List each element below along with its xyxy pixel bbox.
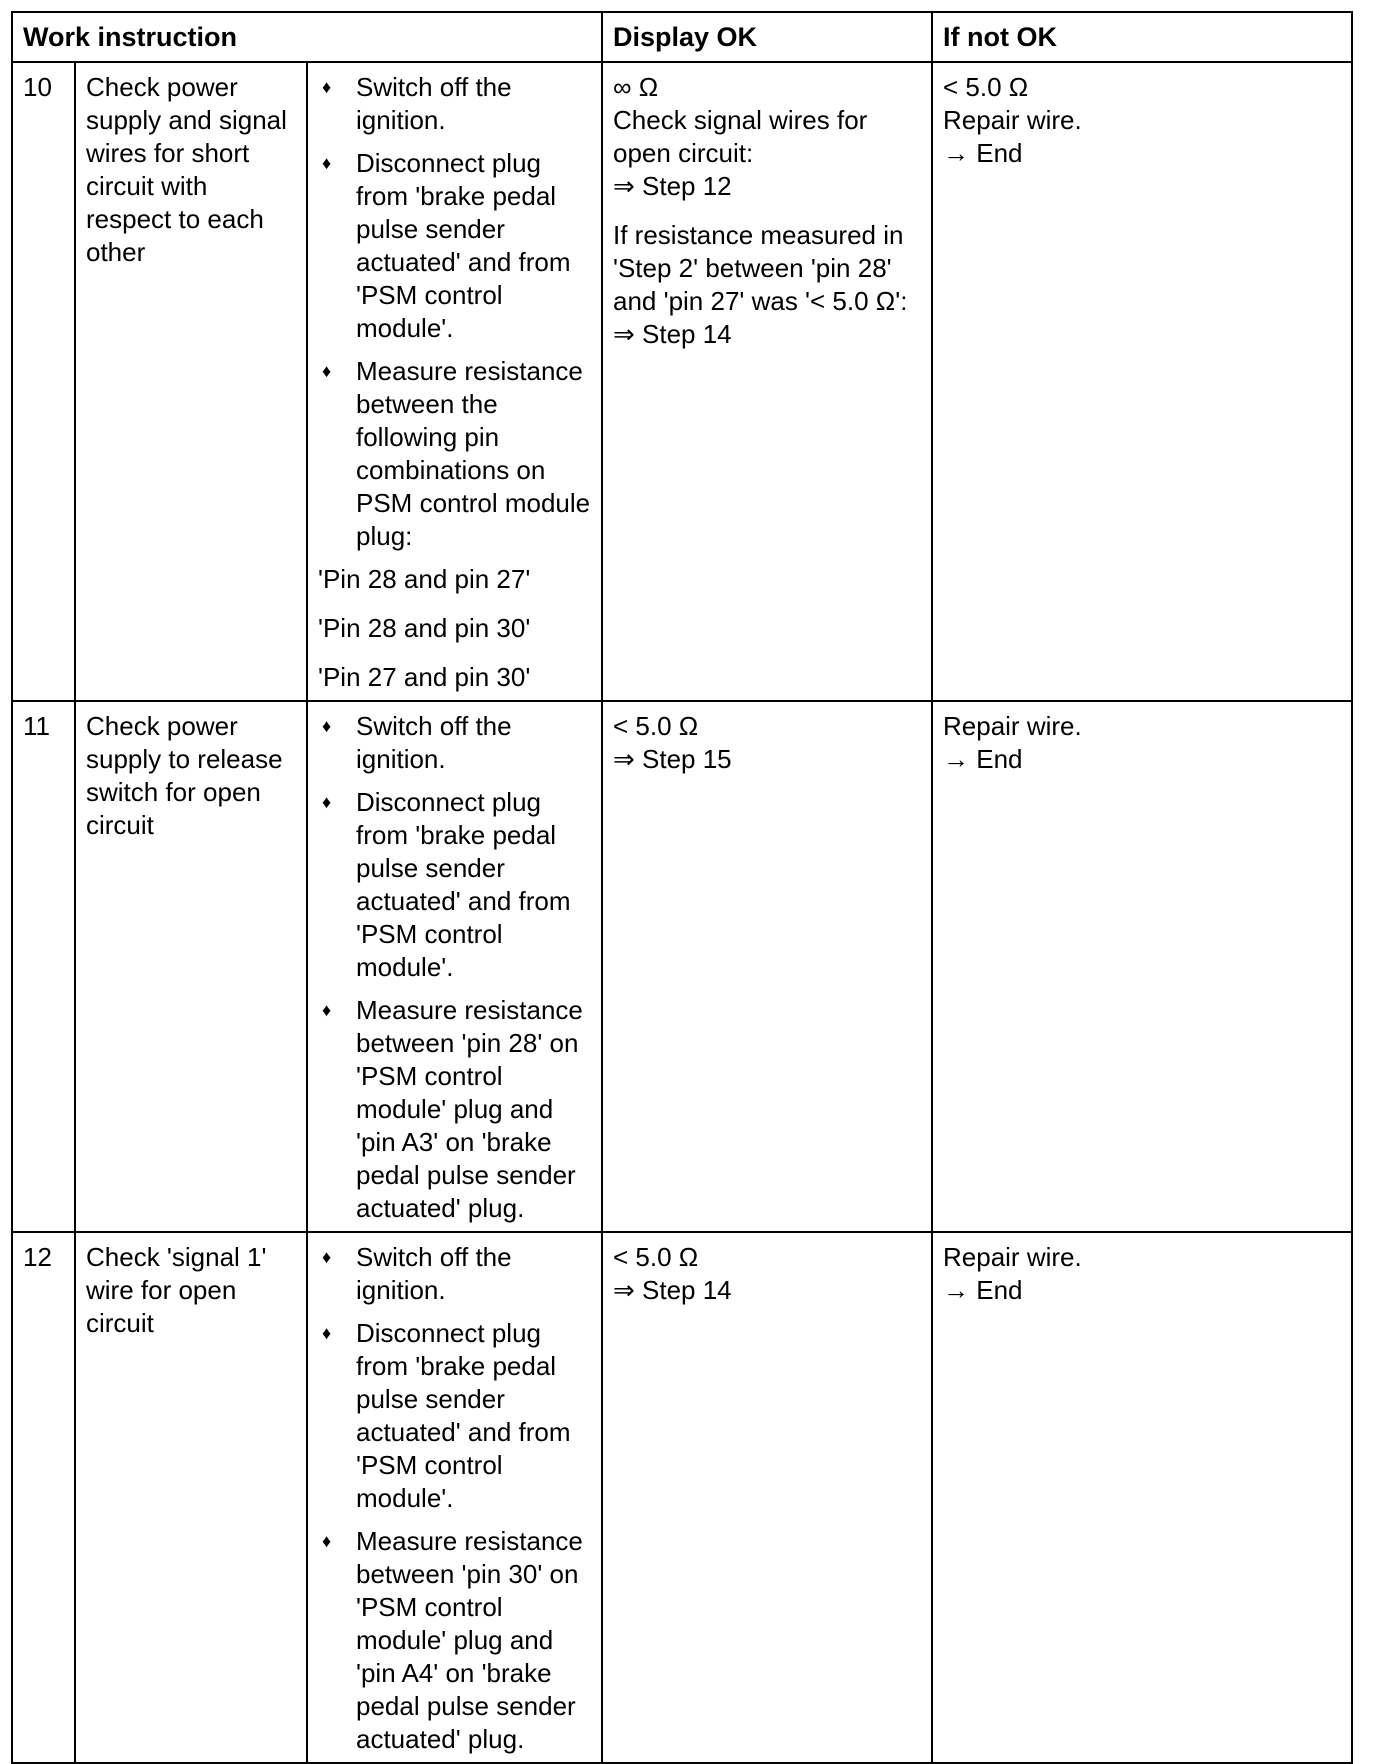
work-instruction-table: [11, 11, 1353, 1764]
step-number: 11: [12, 701, 75, 1232]
bullet-item: ♦ Disconnect plug from 'brake pedal pulse sender actuated' and from 'PSM control module'.: [318, 147, 591, 345]
display-ok-value: < 5.0 Ω: [613, 711, 699, 741]
header-if-not-ok: If not OK: [932, 12, 1352, 62]
header-work-instruction: Work instruction: [12, 12, 602, 62]
display-ok-text: Check signal wires for open circuit:: [613, 105, 868, 168]
step-instructions: [307, 62, 602, 701]
bullet-item: ♦ Disconnect plug from 'brake pedal pulse sender actuated' and from 'PSM control module'.: [318, 786, 591, 984]
if-not-ok-action: Repair wire.: [943, 711, 1082, 741]
step-instructions: [307, 1232, 602, 1763]
step-description: Check power supply to release switch for open circuit: [75, 701, 307, 1232]
step-instructions: [307, 701, 602, 1232]
bullet-item: ♦ Measure resistance between the following pin combinations on PSM control module plug:: [318, 355, 591, 553]
if-not-ok-next: → End: [943, 1275, 1023, 1305]
bullet-item: ♦ Measure resistance between 'pin 30' on 'PSM control module' plug and 'pin A4' on 'brake pedal pulse sender actuated' plug.: [318, 1525, 591, 1756]
display-ok-value: < 5.0 Ω: [613, 1242, 699, 1272]
bullet-list: [318, 1241, 591, 1756]
if-not-ok-cell: [932, 1232, 1352, 1763]
display-ok-value: ∞ Ω: [613, 72, 659, 102]
if-not-ok-next: → End: [943, 744, 1023, 774]
table-row: [12, 62, 1352, 701]
display-ok-cell: [602, 62, 932, 701]
display-ok-cell: [602, 701, 932, 1232]
bullet-list: [318, 71, 591, 553]
table-row: [12, 701, 1352, 1232]
if-not-ok-action: Repair wire.: [943, 105, 1082, 135]
step-description: Check 'signal 1' wire for open circuit: [75, 1232, 307, 1763]
pin-combination: 'Pin 28 and pin 27': [318, 564, 531, 594]
display-ok-next: ⇒ Step 14: [613, 319, 732, 349]
bullet-item: ♦ Switch off the ignition.: [318, 71, 591, 137]
bullet-item: ♦ Switch off the ignition.: [318, 710, 591, 776]
display-ok-text: If resistance measured in 'Step 2' between 'pin 28' and 'pin 27' was '< 5.0 Ω':: [613, 220, 908, 316]
display-ok-next: ⇒ Step 12: [613, 171, 732, 201]
bullet-item: ♦ Switch off the ignition.: [318, 1241, 591, 1307]
table-row: [12, 1232, 1352, 1763]
pin-combination: 'Pin 27 and pin 30': [318, 662, 531, 692]
step-description: Check power supply and signal wires for short circuit with respect to each other: [75, 62, 307, 701]
display-ok-cell: [602, 1232, 932, 1763]
if-not-ok-action: Repair wire.: [943, 1242, 1082, 1272]
if-not-ok-cell: [932, 62, 1352, 701]
display-ok-next: ⇒ Step 15: [613, 744, 732, 774]
if-not-ok-value: < 5.0 Ω: [943, 72, 1029, 102]
step-number: 10: [12, 62, 75, 701]
bullet-item: ♦ Measure resistance between 'pin 28' on 'PSM control module' plug and 'pin A3' on 'brake pedal pulse sender actuated' plug.: [318, 994, 591, 1225]
pin-combination: 'Pin 28 and pin 30': [318, 613, 531, 643]
header-display-ok: Display OK: [602, 12, 932, 62]
bullet-item: ♦ Disconnect plug from 'brake pedal pulse sender actuated' and from 'PSM control module'.: [318, 1317, 591, 1515]
if-not-ok-cell: [932, 701, 1352, 1232]
display-ok-next: ⇒ Step 14: [613, 1275, 732, 1305]
bullet-list: [318, 710, 591, 1225]
step-number: 12: [12, 1232, 75, 1763]
header-row: [12, 12, 1352, 62]
if-not-ok-next: → End: [943, 138, 1023, 168]
